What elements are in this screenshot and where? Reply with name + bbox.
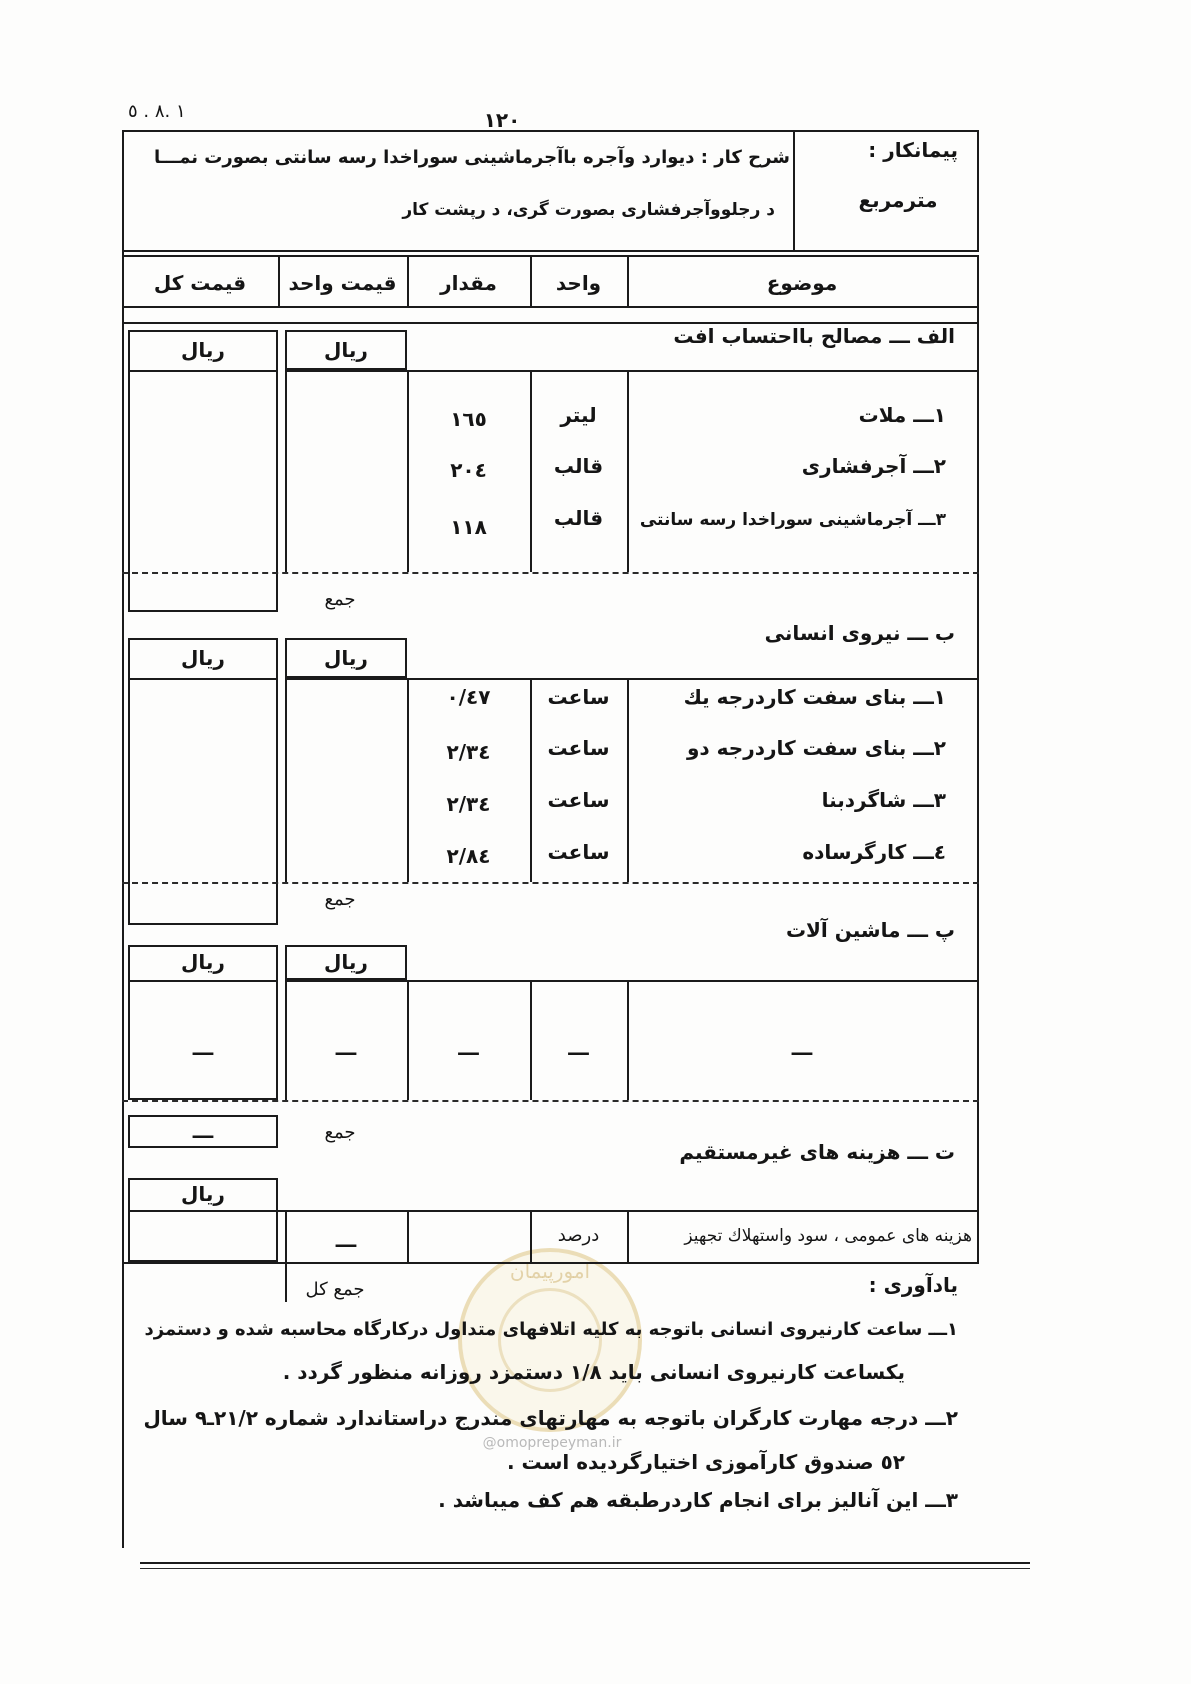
section-b-price-currency: ریال xyxy=(324,646,368,670)
section-b-total-currency: ریال xyxy=(181,646,225,670)
note-line: ٥٢ صندوق کارآموزی اختیارگردیده است . xyxy=(507,1450,905,1474)
section-a-price-currency: ریال xyxy=(324,338,368,362)
section-b-total-header-rule xyxy=(128,678,278,680)
section-p-sum-value: ـــ xyxy=(192,1119,214,1143)
column-header-unit-price: قیمت واحد xyxy=(288,271,397,295)
page-bottom-rule xyxy=(140,1562,1030,1564)
grand-total-label: جمع کل xyxy=(305,1279,365,1300)
section-a-total-column xyxy=(128,330,278,612)
section-p-price-currency: ریال xyxy=(324,950,368,974)
table-row-quantity: ٢/٣٤ xyxy=(446,740,491,764)
section-p-row-quantity-dash: ـــ xyxy=(458,1036,479,1060)
section-a-header-rule xyxy=(285,370,979,372)
column-divider xyxy=(285,370,287,572)
section-p-row-unit-dash: ـــ xyxy=(568,1036,589,1060)
section-a-sum-rule xyxy=(122,572,979,574)
table-row-unit: ساعت xyxy=(547,736,610,760)
table-row-unit: لیتر xyxy=(560,403,597,427)
table-row-subject: ١ـــ ملات xyxy=(858,403,946,427)
column-divider xyxy=(627,370,629,572)
table-row-unit: ساعت xyxy=(547,840,610,864)
table-row-unit: ساعت xyxy=(547,685,610,709)
section-p-header-rule xyxy=(285,980,979,982)
column-divider xyxy=(627,678,629,882)
section-b-header-rule xyxy=(285,678,979,680)
section-b-sum-label: جمع xyxy=(324,889,356,910)
table-row-quantity: ٢/٣٤ xyxy=(446,792,491,816)
page-bottom-rule-thin xyxy=(140,1568,1030,1569)
table-row-unit: قالب xyxy=(553,506,604,530)
form-right-border xyxy=(977,308,979,1262)
column-divider xyxy=(407,1210,409,1262)
column-header-total-price: قیمت کل xyxy=(153,271,247,295)
column-divider xyxy=(285,678,287,882)
note-line: ٣ـــ این آنالیز برای انجام کاردرطبقه هم کف میباشد . xyxy=(438,1488,958,1512)
table-row-quantity: ٠/٤٧ xyxy=(446,685,491,709)
table-row-quantity: ١١٨ xyxy=(450,515,487,539)
section-p-sum-label: جمع xyxy=(324,1122,356,1143)
notes-title: یادآوری : xyxy=(868,1273,958,1297)
column-divider xyxy=(627,1210,629,1262)
table-bottom-rule xyxy=(122,1262,979,1264)
watermark-url: @omoprepeyman.ir xyxy=(482,1435,622,1451)
section-p-total-header-rule xyxy=(128,980,278,982)
section-p-sum-rule xyxy=(122,1100,979,1102)
section-t-total-currency: ریال xyxy=(181,1182,225,1206)
watermark-logo-text: امورپیمان xyxy=(509,1259,591,1283)
note-line: ٢ـــ درجه مهارت کارگران باتوجه به مهارتهای مندرج دراستاندارد شماره ٢١/٢ـ٩ سال xyxy=(143,1406,958,1430)
section-t-row-price-dash: ـــ xyxy=(335,1228,357,1252)
page-number: ١٢٠ xyxy=(483,108,521,132)
corner-code: ١ .٨ . ٥ xyxy=(128,101,186,122)
section-t-row-unit: درصد xyxy=(557,1225,600,1246)
table-row-unit: قالب xyxy=(553,454,604,478)
grand-total-divider xyxy=(285,1262,287,1302)
table-row-subject: ٢ـــ بنای سفت کاردرجه دو xyxy=(687,736,946,760)
section-p-title: پ ـــ ماشین آلات xyxy=(785,918,955,942)
section-a-sum-label: جمع xyxy=(324,589,356,610)
note-line: یکساعت کارنیروی انسانی باید ١/٨ دستمزد روزانه منظور گردد . xyxy=(282,1360,905,1384)
table-row-subject: ٣ـــ آجرماشینی سوراخدا رسه سانتی xyxy=(639,510,946,530)
section-t-header-rule xyxy=(128,1210,979,1212)
section-b-title: ب ـــ نیروی انسانی xyxy=(764,621,955,645)
work-description-line-1: شرح کار : دیوارد وآجره باآجرماشینی سوراخدا رسه سانتی بصورت نمـــا xyxy=(154,147,790,168)
section-p-row-total-dash: ـــ xyxy=(192,1036,214,1060)
column-header-subject: موضوع xyxy=(766,271,838,295)
table-row-quantity: ١٦٥ xyxy=(450,407,487,431)
column-header-unit: واحد xyxy=(555,271,602,295)
form-left-border xyxy=(122,130,124,1548)
section-b-sum-rule xyxy=(122,882,979,884)
section-p-row-price-dash: ـــ xyxy=(335,1036,357,1060)
table-row-quantity: ٢٠٤ xyxy=(450,458,487,482)
section-a-total-header-rule xyxy=(128,370,278,372)
unit-of-work: مترمربع xyxy=(858,188,938,212)
table-row-subject: ٤ـــ کارگرساده xyxy=(802,840,946,864)
section-t-title: ت ـــ هزینه های غیرمستقیم xyxy=(679,1140,955,1164)
work-description-line-2: د رجلووآجرفشاری بصورت گری، د رپشت کار xyxy=(402,200,775,220)
header-divider xyxy=(793,130,795,252)
section-a-total-currency: ریال xyxy=(181,338,225,362)
table-row-subject: ١ـــ بنای سفت کاردرجه یك xyxy=(683,685,946,709)
table-row-quantity: ٢/٨٤ xyxy=(446,844,491,868)
section-p-total-currency: ریال xyxy=(181,950,225,974)
section-t-row-subject: هزینه های عمومی ، سود واستهلاك تجهیز xyxy=(684,1226,972,1246)
contractor-label: پیمانکار : xyxy=(868,138,958,162)
table-row-subject: ٢ـــ آجرفشاری xyxy=(801,454,946,478)
table-row-unit: ساعت xyxy=(547,788,610,812)
note-line: ١ـــ ساعت کارنیروی انسانی باتوجه به کلیه اتلافهای متداول درکارگاه محاسبه شده و دستمزد xyxy=(144,1319,958,1340)
section-a-title: الف ـــ مصالح بااحتساب افت xyxy=(673,324,955,348)
table-row-subject: ٣ـــ شاگردبنا xyxy=(821,788,946,812)
column-header-quantity: مقدار xyxy=(440,271,497,295)
section-p-row-subject-dash: ـــ xyxy=(791,1036,813,1060)
